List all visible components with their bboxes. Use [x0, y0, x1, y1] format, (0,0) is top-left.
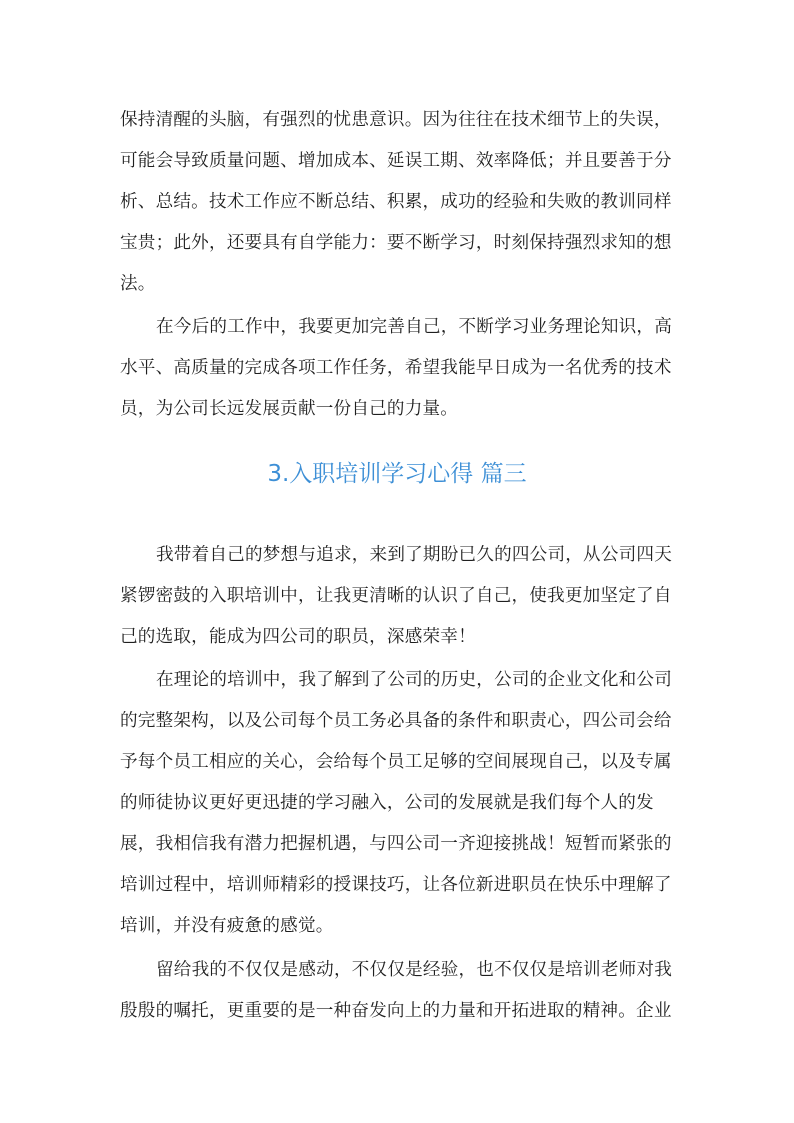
paragraph-line: 在今后的工作中，我要更加完善自己，不断学习业务理论知识，高 [156, 317, 673, 337]
paragraph-line: 的师徒协议更好更迅捷的学习融入，公司的发展就是我们每个人的发 [120, 793, 654, 813]
paragraph-line: 宝贵；此外，还要具有自学能力：要不断学习，时刻保持强烈求知的想 [120, 233, 672, 253]
paragraph-line: 培训，并没有疲惫的感觉。 [120, 916, 334, 936]
paragraph-line: 水平、高质量的完成各项工作任务，希望我能早日成为一名优秀的技术 [120, 358, 672, 378]
paragraph-line: 在理论的培训中，我了解到了公司的历史，公司的企业文化和公司 [156, 670, 673, 690]
paragraph-line: 我带着自己的梦想与追求，来到了期盼已久的四公司，从公司四天 [156, 545, 673, 565]
paragraph-line: 法。 [120, 274, 156, 294]
paragraph-line: 析、总结。技术工作应不断总结、积累，成功的经验和失败的教训同样 [120, 192, 672, 212]
paragraph-line: 员，为公司长远发展贡献一份自己的力量。 [120, 399, 459, 419]
paragraph-line: 培训过程中，培训师精彩的授课技巧，让各位新进职员在快乐中理解了 [120, 875, 672, 895]
paragraph-line: 己的选取，能成为四公司的职员，深感荣幸！ [120, 627, 476, 647]
paragraph-line: 予每个员工相应的关心，会给每个员工足够的空间展现自己，以及专属 [120, 752, 672, 772]
paragraph-line: 留给我的不仅仅是感动，不仅仅是经验，也不仅仅是培训老师对我 [156, 960, 673, 980]
paragraph-line: 的完整架构，以及公司每个员工务必具备的条件和职责心，四公司会给 [120, 711, 672, 731]
paragraph-line: 紧锣密鼓的入职培训中，让我更清晰的认识了自己，使我更加坚定了自 [120, 586, 672, 606]
paragraph-line: 殷殷的嘱托，更重要的是一种奋发向上的力量和开拓进取的精神。企业 [120, 1001, 672, 1021]
paragraph-line: 展，我相信我有潜力把握机遇，与四公司一齐迎接挑战！短暂而紧张的 [120, 834, 672, 854]
section-heading: 3.入职培训学习心得 篇三 [267, 461, 527, 487]
paragraph-line: 可能会导致质量问题、增加成本、延误工期、效率降低；并且要善于分 [120, 151, 672, 171]
paragraph-line: 保持清醒的头脑，有强烈的忧患意识。因为往往在技术细节上的失误， [120, 110, 672, 130]
